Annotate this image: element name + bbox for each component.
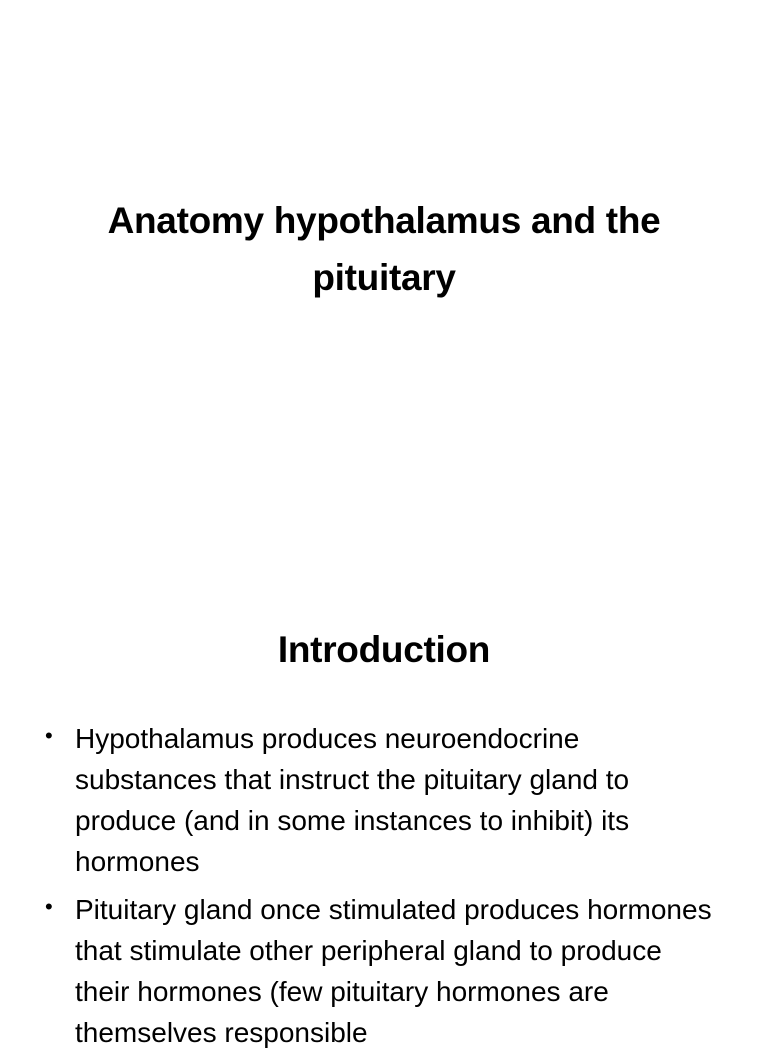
bullet-text: Hypothalamus produces neuroendocrine substances that instruct the pituitary gland to produce (and in some instances to inhibit) its hormones	[75, 723, 630, 877]
slide-introduction-heading: Introduction	[277, 629, 491, 670]
bullet-item	[40, 718, 720, 882]
bullet-item	[40, 889, 720, 1053]
bullet-list	[40, 718, 720, 1060]
slide-title-heading: Anatomy hypothalamus and the pituitary	[107, 200, 661, 298]
bullet-text: Pituitary gland once stimulated produces hormones that stimulate other peripheral gland to produce their hormones (few pituitary hormones are themselves responsible	[75, 894, 712, 1048]
bullet-icon: •	[45, 894, 53, 919]
slide-introduction	[0, 576, 768, 1048]
bullet-icon: •	[45, 723, 53, 748]
